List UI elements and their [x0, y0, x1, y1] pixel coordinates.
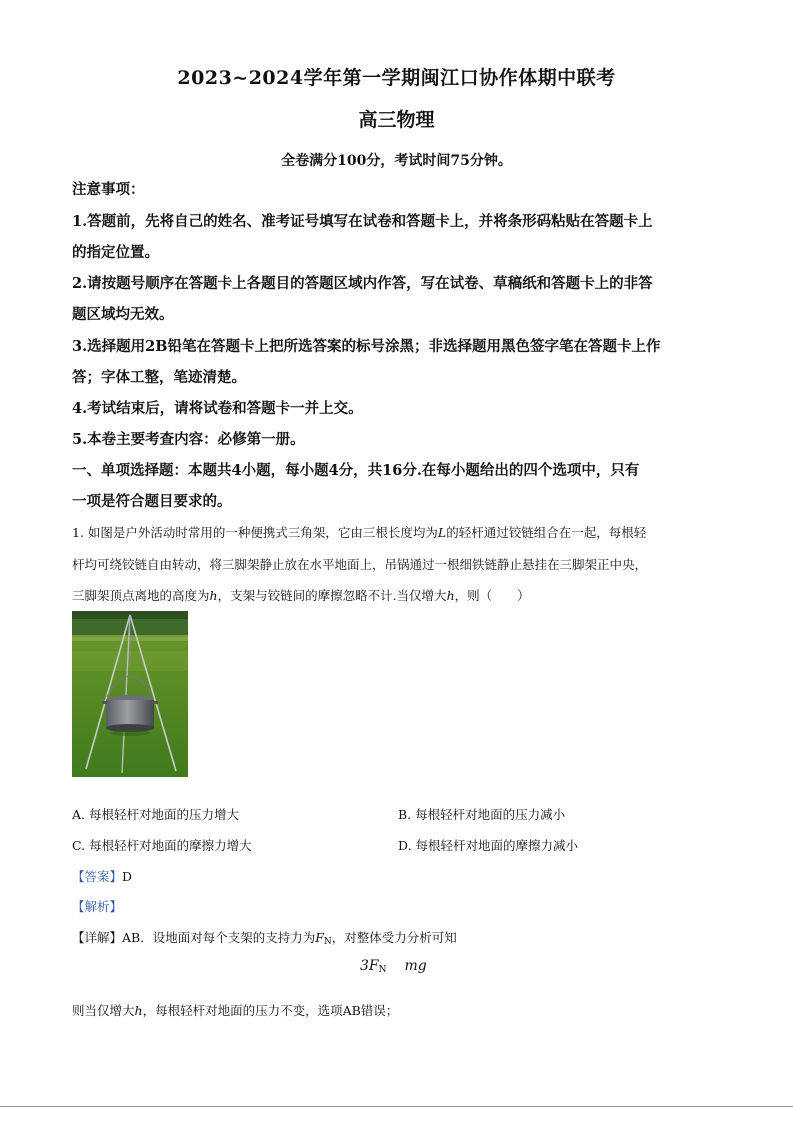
formula-left: 3F [360, 958, 379, 974]
option-c: C. 每根轻杆对地面的摩擦力增大 [72, 838, 252, 853]
subject-title: 高三物理 [358, 109, 435, 131]
question-1-line-1 [72, 518, 722, 548]
force-equation [360, 958, 427, 975]
exam-title: 2023~2024学年第一学期闽江口协作体期中联考 [177, 67, 616, 89]
notice-item-1: 1.答题前，先将自己的姓名、准考证号填写在试卷和答题卡上，并将条形码粘贴在答题卡上 [72, 213, 653, 230]
formula-right: mg [404, 958, 427, 974]
notice-item-5: 5.本卷主要考查内容：必修第一册。 [72, 431, 305, 448]
conclusion-text: ，每根轻杆对地面的压力不变，选项AB错误； [142, 1003, 399, 1018]
question-text: ，则（ ） [454, 588, 530, 603]
section-heading-cont: 一项是符合题目要求的。 [72, 493, 232, 510]
analysis-tag: 【解析】 [72, 899, 123, 914]
answer-tag: 【答案】 [72, 869, 123, 884]
option-d: D. 每根轻杆对地面的摩擦力减小 [398, 838, 579, 853]
option-a: A. 每根轻杆对地面的压力增大 [72, 807, 239, 822]
question-text: 三脚架顶点离地的高度为 [72, 588, 210, 603]
notice-heading: 注意事项： [72, 181, 145, 198]
notice-item-2: 2.请按题号顺序在答题卡上各题目的答题区域内作答，写在试卷、草稿纸和答题卡上的非答 [72, 275, 653, 292]
section-heading: 一、单项选择题：本题共4小题，每小题4分，共16分.在每小题给出的四个选项中，只有 [72, 462, 640, 479]
answer-value: D [122, 869, 133, 884]
detail-text: AB．设地面对每个支架的支持力为 [122, 930, 316, 945]
notice-item-4: 4.考试结束后，请将试卷和答题卡一并上交。 [72, 400, 363, 417]
conclusion-text: 则当仅增大 [72, 1003, 135, 1018]
option-b: B. 每根轻杆对地面的压力减小 [398, 807, 566, 822]
detail-line [72, 923, 722, 957]
var-F: F [315, 930, 324, 945]
var-h: h [446, 588, 455, 603]
var-h: h [134, 1003, 143, 1018]
question-1-line-2: 杆均可绕铰链自由转动，将三脚架静止放在水平地面上，吊锅通过一根细铁链静止悬挂在三脚架正中央， [72, 557, 648, 572]
detail-tag: 【详解】 [72, 930, 123, 945]
var-N-subscript: N [323, 937, 332, 947]
page-divider [0, 1106, 793, 1107]
detail-text: ，对整体受力分析可知 [331, 930, 457, 945]
question-1-line-3 [72, 581, 722, 611]
question-text: ，支架与铰链间的摩擦忽略不计.当仅增大 [217, 588, 447, 603]
conclusion-line [72, 996, 722, 1026]
tripod-pot-photo-icon [72, 611, 188, 777]
formula-subscript: N [378, 965, 387, 975]
question-text: 1. 如图是户外活动时常用的一种便携式三角架，它由三根长度均为 [72, 525, 438, 540]
answer-line [72, 862, 722, 892]
notice-item-1-cont: 的指定位置。 [72, 244, 159, 261]
notice-item-2-cont: 题区域均无效。 [72, 306, 174, 323]
notice-item-3: 3.选择题用2B铅笔在答题卡上把所选答案的标号涂黑；非选择题用黑色签字笔在答题卡上作 [72, 338, 661, 355]
question-text: 的轻杆通过铰链组合在一起，每根轻 [446, 525, 647, 540]
analysis-line [72, 892, 722, 922]
score-info: 全卷满分100分，考试时间75分钟。 [281, 153, 512, 169]
var-L: L [437, 525, 447, 540]
var-h: h [209, 588, 218, 603]
notice-item-3-cont: 答；字体工整，笔迹清楚。 [72, 369, 246, 386]
